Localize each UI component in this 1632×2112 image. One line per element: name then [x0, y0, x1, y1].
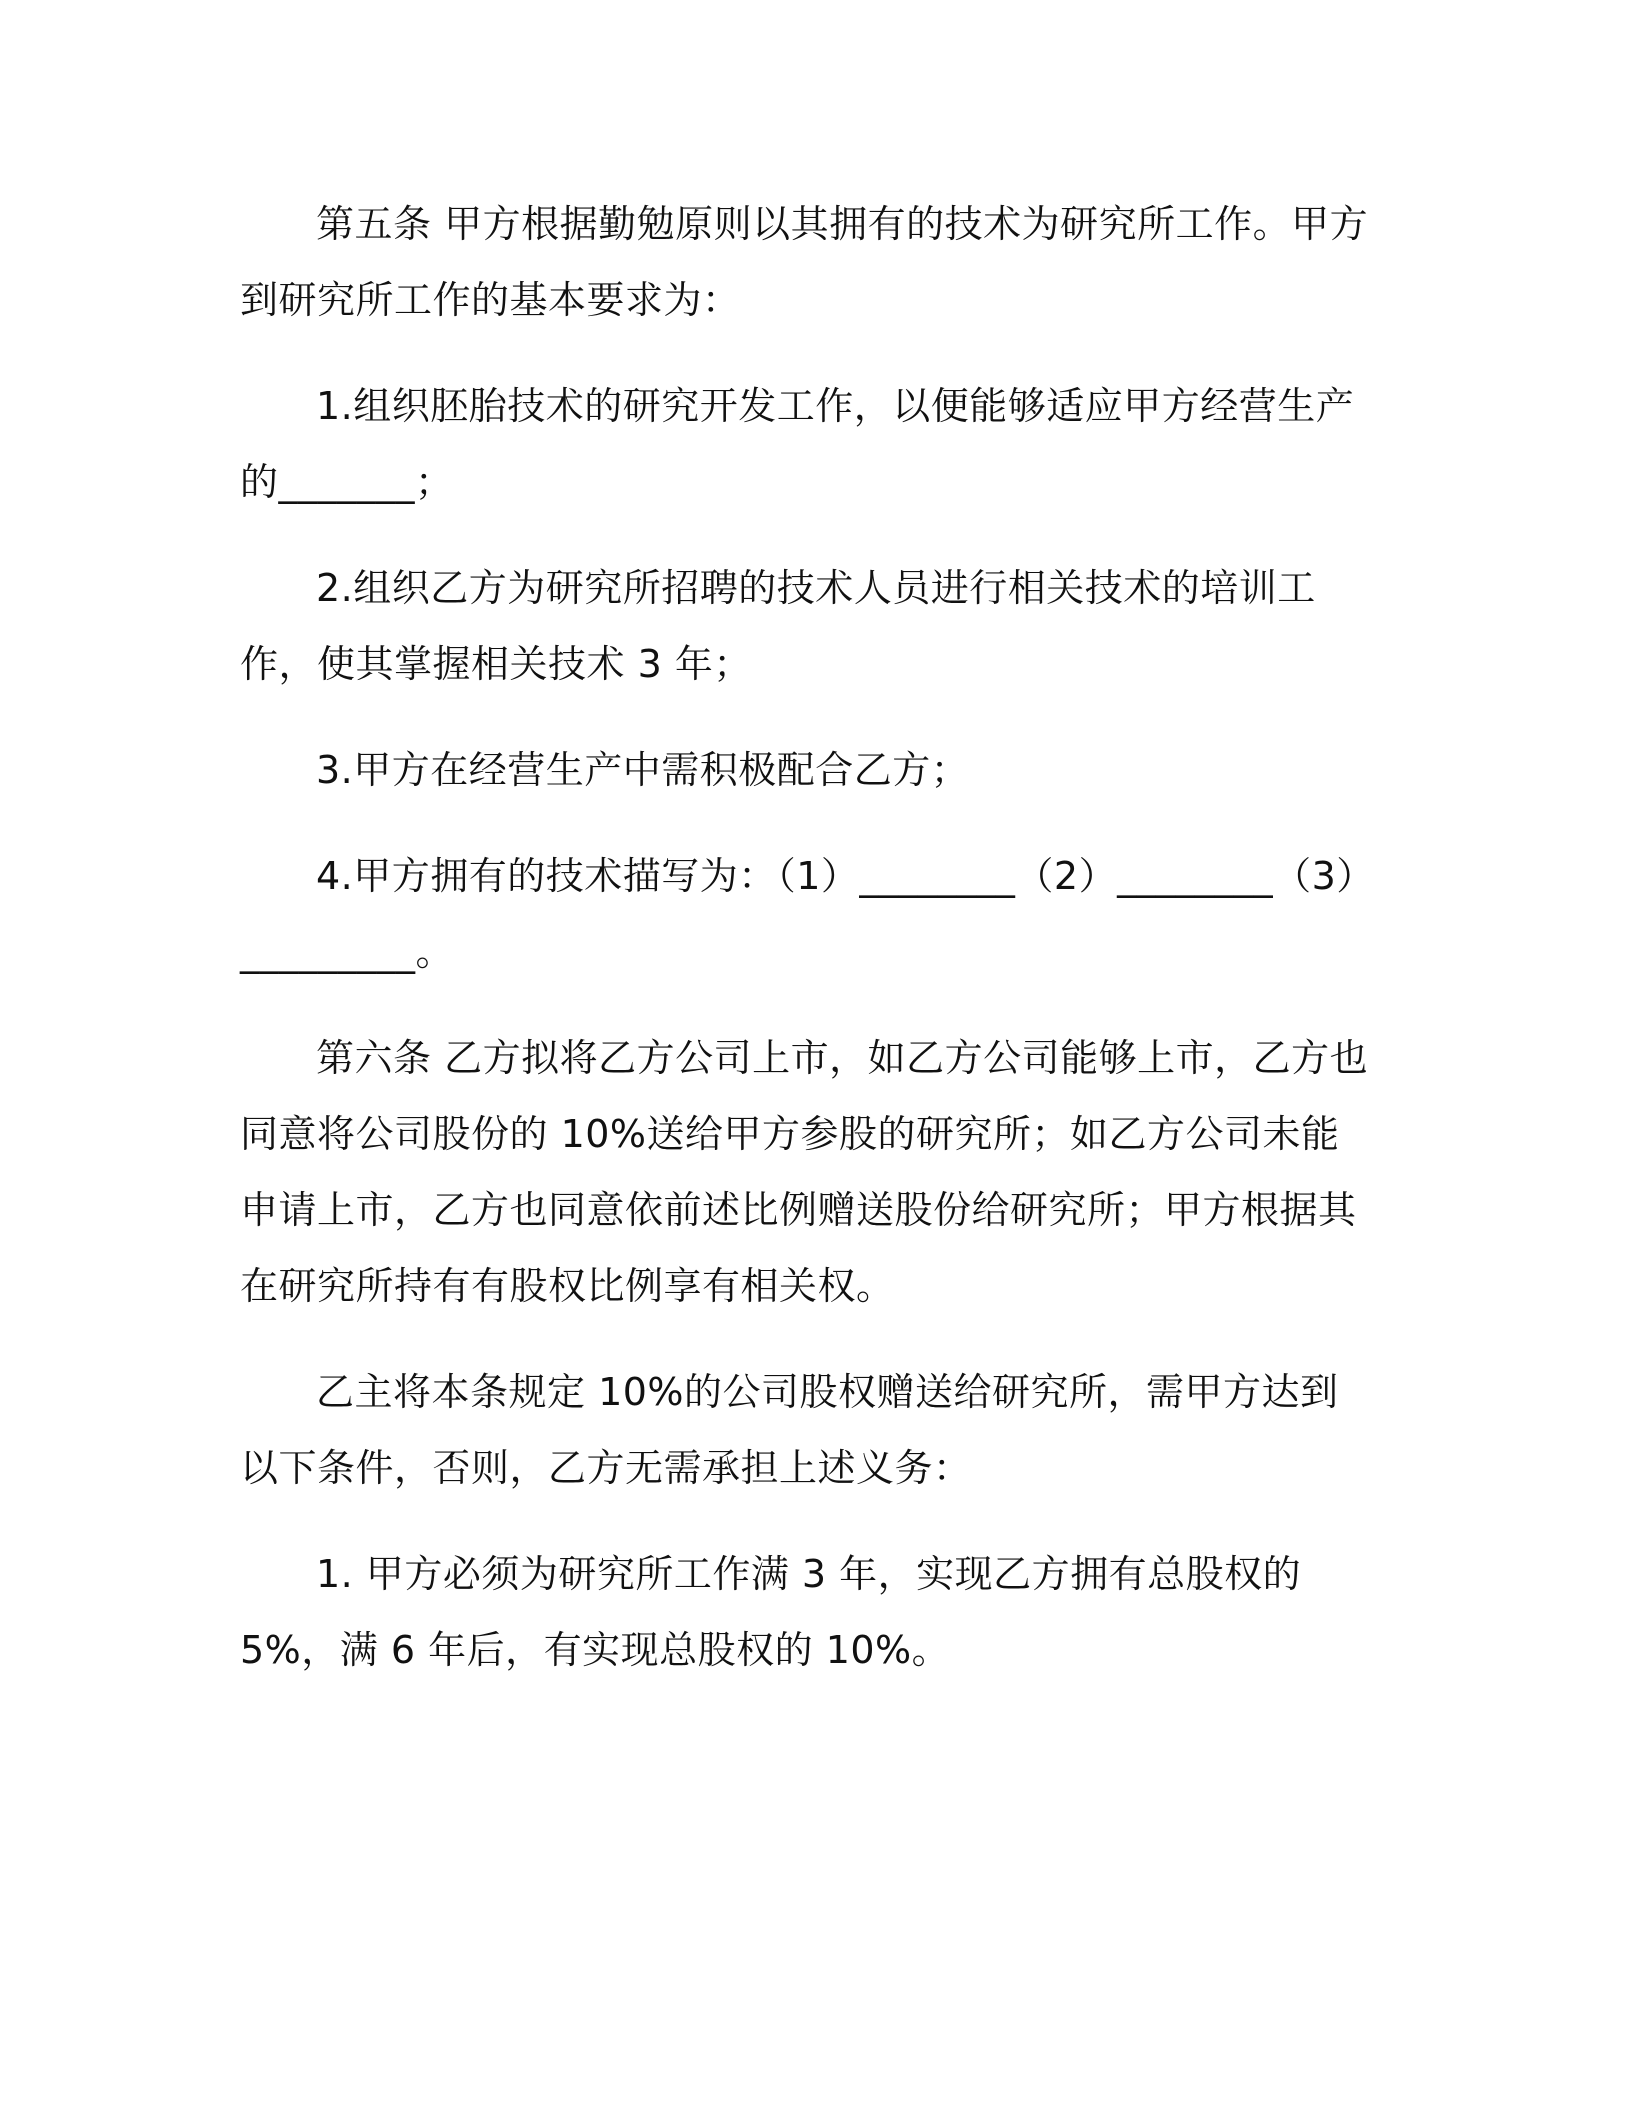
requirement-4-paragraph: 4.甲方拥有的技术描写为：（1）________（2）________（3）_________。: [240, 854, 1356, 974]
requirement-2-paragraph: 2.组织乙方为研究所招聘的技术人员进行相关技术的培训工作，使其掌握相关技术 3 年；: [240, 566, 1316, 686]
condition-1-paragraph: 1. 甲方必须为研究所工作满 3 年，实现乙方拥有总股权的 5%，满 6 年后，有实现总股权的 10%。: [240, 1552, 1302, 1672]
requirement-3-paragraph: 3.甲方在经营生产中需积极配合乙方；: [316, 748, 970, 792]
condition-intro-paragraph: 乙主将本条规定 10%的公司股权赠送给研究所，需甲方达到以下条件，否则，乙方无需承担上述义务：: [240, 1370, 1339, 1490]
article-6-paragraph: 第六条 乙方拟将乙方公司上市，如乙方公司能够上市，乙方也同意将公司股份的 10%送给甲方参股的研究所；如乙方公司未能申请上市，乙方也同意依前述比例赠送股份给研究所；甲方根据其在研究所持有有股权比例享有相关权。: [240, 1036, 1369, 1308]
requirement-1-paragraph: 1.组织胚胎技术的研究开发工作，以便能够适应甲方经营生产的_______；: [240, 384, 1355, 504]
article-5-paragraph: 第五条 甲方根据勤勉原则以其拥有的技术为研究所工作。甲方到研究所工作的基本要求为：: [240, 202, 1369, 322]
document-page: [240, 186, 1370, 1718]
